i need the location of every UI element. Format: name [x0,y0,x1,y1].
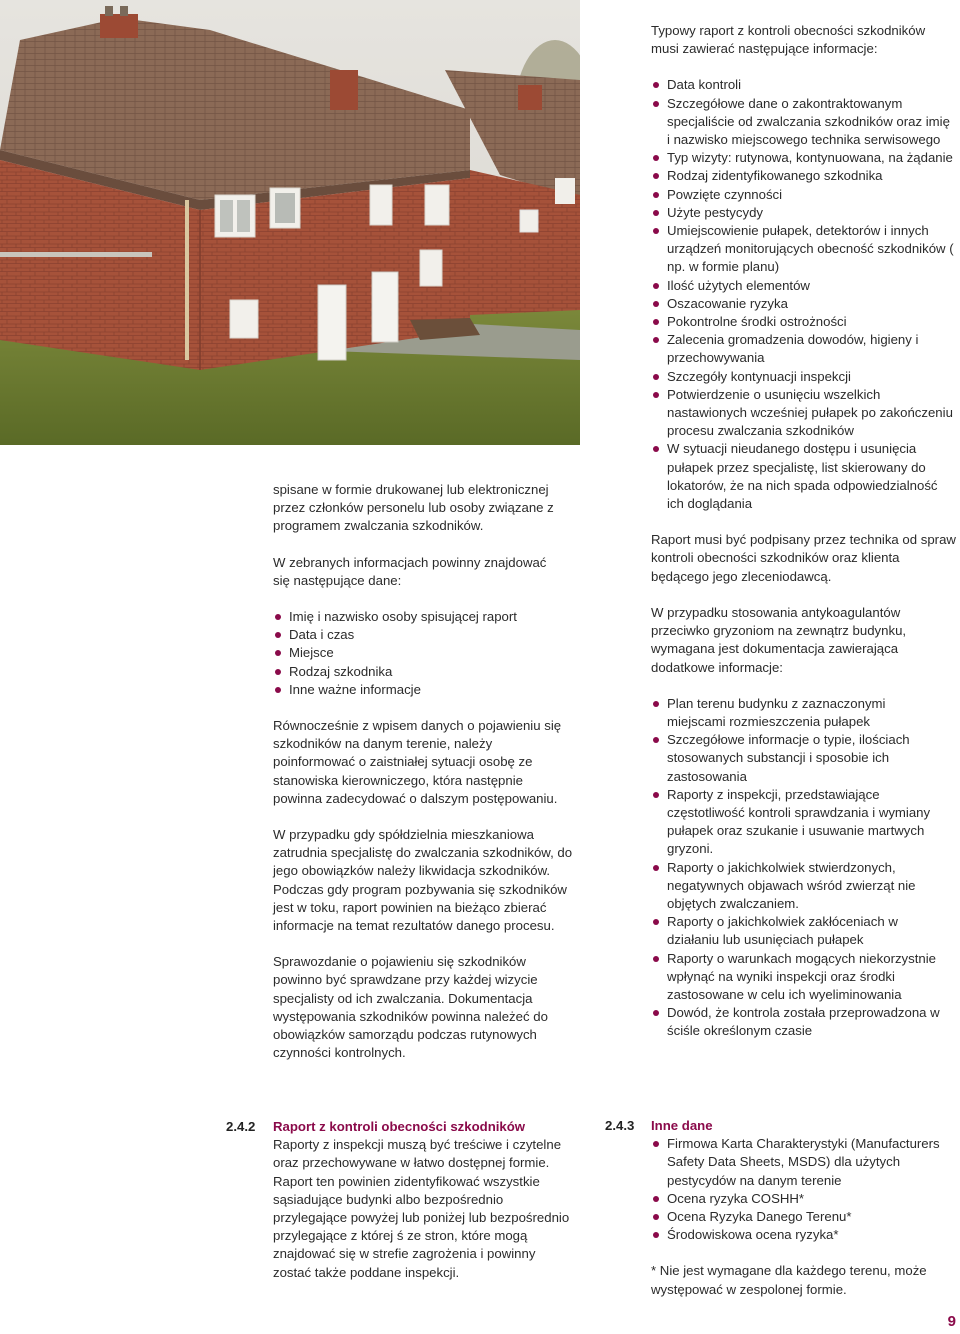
section-243-number: 2.4.3 [605,1118,635,1133]
list-item: Zalecenia gromadzenia dowodów, higieny i przechowywania [651,331,956,367]
list-item: Rodzaj zidentyfikowanego szkodnika [651,167,956,185]
section-242 [273,1118,573,1282]
footnote: * Nie jest wymagane dla każdego terenu, może występować w zespolonej formie. [651,1263,927,1297]
collected-info-lead: W zebranych informacjach powinny znajdować się następujące dane: [273,554,547,588]
intro-fragment: spisane w formie drukowanej lub elektronicznej przez członków personelu lub osoby związane z programem zwalczania szkodników. [273,482,554,534]
para-signature: Raport musi być podpisany przez technika od spraw kontroli obecności szkodników oraz klienta będącego jego zleceniodawcą. [651,532,956,584]
list-item: Data i czas [273,626,583,644]
list-item: Ilość użytych elementów [651,277,956,295]
list-item: Raporty o jakichkolwiek zakłóceniach w działaniu lub usunięciach pułapek [651,913,946,949]
section-242-title: Raport z kontroli obecności szkodników [273,1119,526,1134]
list-item: Raporty z inspekcji, przedstawiające częstotliwość kontroli sprawdzania i wymiany pułapek oraz szukanie i usuwanie martwych gryzoni. [651,786,946,859]
collected-info-list [273,608,583,699]
typical-report-list [651,76,956,513]
list-item: Raporty o jakichkolwiek stwierdzonych, negatywnych objawach wśród zwierząt nie objętych zwalczaniem. [651,859,946,914]
list-item: W sytuacji nieudanego dostępu i usunięcia pułapek przez specjalistę, list skierowany do lokatorów, że na nich spada odpowiedzialność ich doglądania [651,440,956,513]
list-item: Oszacowanie ryzyka [651,295,956,313]
list-item: Szczegółowe informacje o typie, ilościach stosowanych substancji i sposobie ich zastosowania [651,731,946,786]
list-item: Potwierdzenie o usunięciu wszelkich nastawionych wcześniej pułapek po zakończeniu procesu zwalczania szkodników [651,386,956,441]
section-243-title: Inne dane [651,1118,713,1133]
list-item: Typ wizyty: rutynowa, kontynuowana, na żądanie [651,149,956,167]
list-item: Środowiskowa ocena ryzyka* [651,1226,956,1244]
typical-report-lead: Typowy raport z kontroli obecności szkodników musi zawierać następujące informacje: [651,23,926,57]
list-item: Powzięte czynności [651,186,956,204]
list-item: Plan terenu budynku z zaznaczonymi miejscami rozmieszczenia pułapek [651,695,946,731]
list-item: Data kontroli [651,76,956,94]
para-cooperative: W przypadku gdy spółdzielnia mieszkaniowa zatrudnia specjalistę do zwalczania szkodników, do jego obowiązków należy likwidacja szkodników. Podczas gdy program pozbywania się szkodników jest w toku, raport powinien na bieżąco zbierać informacje na temat rezultatów danego procesu. [273,827,573,934]
list-item: Miejsce [273,644,583,662]
list-item: Pokontrolne środki ostrożności [651,313,956,331]
list-item: Użyte pestycydy [651,204,956,222]
other-data-list [651,1135,956,1244]
anticoagulants-list [651,695,946,1041]
housing-photo [0,0,580,445]
list-item: Imię i nazwisko osoby spisującej raport [273,608,583,626]
list-item: Rodzaj szkodnika [273,663,583,681]
list-item: Raporty o warunkach mogących niekorzystnie wpłynąć na wyniki inspekcji oraz środki zastosowane w celu ich wyeliminowania [651,950,946,1005]
page-number: 9 [947,1313,956,1330]
list-item: Inne ważne informacje [273,681,583,699]
section-243 [651,1117,956,1299]
list-item: Szczegóły kontynuacji inspekcji [651,368,956,386]
right-column [651,22,956,1041]
section-242-number: 2.4.2 [226,1119,256,1134]
list-item: Dowód, że kontrola została przeprowadzona w ściśle określonym czasie [651,1004,946,1040]
list-item: Ocena ryzyka COSHH* [651,1190,956,1208]
para-simultaneous: Równocześnie z wpisem danych o pojawieniu się szkodników na danym terenie, należy poinformować o zaistniałej sytuacji osobę ze stanowiska kierowniczego, która następnie powinna zadecydować o dalszym postępowaniu. [273,718,562,806]
list-item: Ocena Ryzyka Danego Terenu* [651,1208,956,1226]
list-item: Szczegółowe dane o zakontraktowanym specjaliście od zwalczania szkodników oraz imię i nazwisko miejscowego technika serwisowego [651,95,956,150]
section-242-body: Raporty z inspekcji muszą być treściwe i czytelne oraz przechowywane w łatwo dostępnej formie. Raport ten powinien zidentyfikować wszystkie sąsiadujące budynki albo bezpośrednio przylegające powyżej lub poniżej lub bezpośrednio przylegające z której ś ze stron, które mogą znajdować się w strefie zagrożenia i powinny zostać także poddane inspekcji. [273,1137,570,1280]
anticoagulants-lead: W przypadku stosowania antykoagulantów przeciwko gryzoniom na zewnątrz budynku, wymagana jest dokumentacja zawierająca dodatkowe informacje: [651,604,907,675]
list-item: Umiejscowienie pułapek, detektorów i innych urządzeń monitorujących obecność szkodników ( np. w formie planu) [651,222,956,277]
list-item: Firmowa Karta Charakterystyki (Manufacturers Safety Data Sheets, MSDS) dla użytych pestycydów na danym terenie [651,1135,956,1190]
left-column [273,481,583,1062]
para-report-check: Sprawozdanie o pojawieniu się szkodników powinno być sprawdzane przy każdej wizycie specjalisty od ich zwalczania. Dokumentacja występowania szkodników powinna należeć do obowiązków samorządu podczas rutynowych czynności kontrolnych. [273,954,548,1061]
